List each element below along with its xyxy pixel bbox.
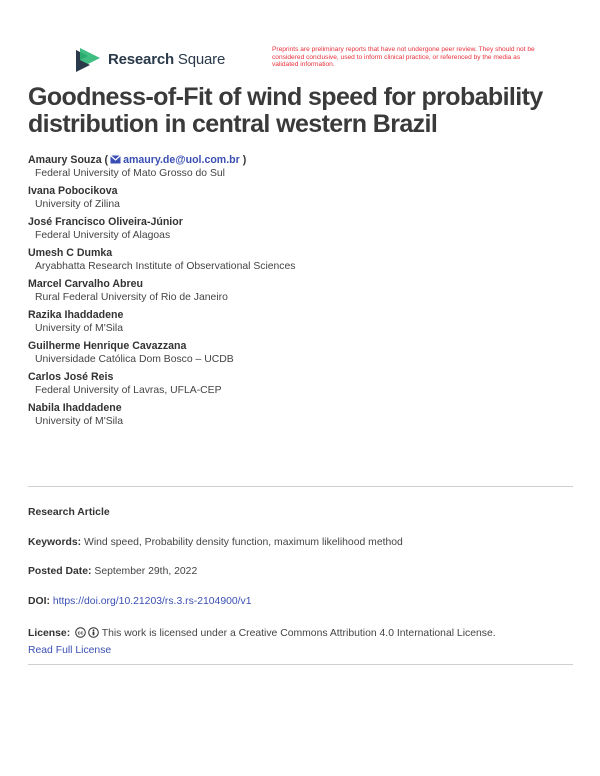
author-affiliation: University of Zilina	[35, 199, 120, 210]
author-affiliation: Federal University of Alagoas	[35, 230, 171, 241]
posted-date	[28, 566, 197, 577]
author-name: Marcel Carvalho Abreu	[28, 278, 143, 290]
author-name: Ivana Pobocikova	[28, 185, 118, 197]
doi-link[interactable]: https://doi.org/10.21203/rs.3.rs-2104900/v1	[52, 596, 252, 607]
author-list	[28, 153, 568, 432]
preprint-disclaimer: Preprints are preliminary reports that have not undergone peer review. They should not be considered conclusive, used to inform clinical practice, or referenced by the media as validated information.	[272, 46, 535, 69]
read-full-license-link[interactable]: Read Full License	[28, 645, 112, 656]
author-name: Nabila Ihaddadene	[28, 402, 122, 414]
license	[28, 625, 496, 659]
author-entry	[28, 277, 568, 305]
keywords-value: Wind speed, Probability density function, maximum likelihood method	[84, 537, 403, 548]
author-entry	[28, 246, 568, 274]
author-affiliation: Aryabhatta Research Institute of Observational Sciences	[35, 261, 296, 272]
posted-date-value: September 29th, 2022	[94, 566, 198, 577]
keywords-label: Keywords:	[28, 537, 82, 548]
author-entry: Amaury Souza ( amaury.de@uol.com.br ) Federal University of Mato Grosso do Sul	[28, 153, 568, 181]
author-affiliation: Federal University of Mato Grosso do Sul	[35, 168, 225, 179]
author-entry	[28, 184, 568, 212]
author-affiliation: Universidade Católica Dom Bosco – UCDB	[35, 354, 234, 365]
author-affiliation: Federal University of Lavras, UFLA-CEP	[35, 385, 222, 396]
svg-text:cc: cc	[77, 630, 84, 637]
header	[74, 46, 534, 76]
cc-by-icon	[88, 627, 99, 638]
keywords	[28, 537, 403, 548]
author-entry	[28, 339, 568, 367]
author-entry	[28, 215, 568, 243]
divider	[28, 486, 573, 487]
cc-icon	[75, 627, 86, 638]
doi	[28, 596, 252, 607]
author-entry	[28, 401, 568, 429]
author-name: Umesh C Dumka	[28, 247, 113, 259]
author-affiliation: University of M'Sila	[35, 323, 124, 334]
research-square-logo[interactable]	[74, 46, 225, 72]
author-entry	[28, 370, 568, 398]
author-name: José Francisco Oliveira-Júnior	[28, 216, 183, 228]
author-name: Guilherme Henrique Cavazzana	[28, 340, 187, 352]
doi-label: DOI:	[28, 596, 50, 607]
author-email-link[interactable]: amaury.de@uol.com.br	[123, 154, 240, 166]
research-square-logo-icon	[74, 46, 102, 72]
article-type: Research Article	[28, 507, 110, 518]
license-text: This work is licensed under a Creative Commons Attribution 4.0 International License.	[101, 628, 496, 639]
author-name: Carlos José Reis	[28, 371, 114, 383]
author-name: Amaury Souza	[28, 154, 102, 166]
author-affiliation: Rural Federal University of Rio de Janeiro	[35, 292, 228, 303]
paper-title: Goodness-of-Fit of wind speed for probability distribution in central western Brazil	[28, 83, 543, 138]
mail-icon	[110, 155, 121, 164]
divider	[28, 664, 573, 665]
author-entry	[28, 308, 568, 336]
posted-date-label: Posted Date:	[28, 566, 92, 577]
logo-text: Research Square	[108, 50, 226, 68]
license-label: License:	[28, 628, 71, 639]
author-name: Razika Ihaddadene	[28, 309, 124, 321]
author-affiliation: University of M'Sila	[35, 416, 124, 427]
